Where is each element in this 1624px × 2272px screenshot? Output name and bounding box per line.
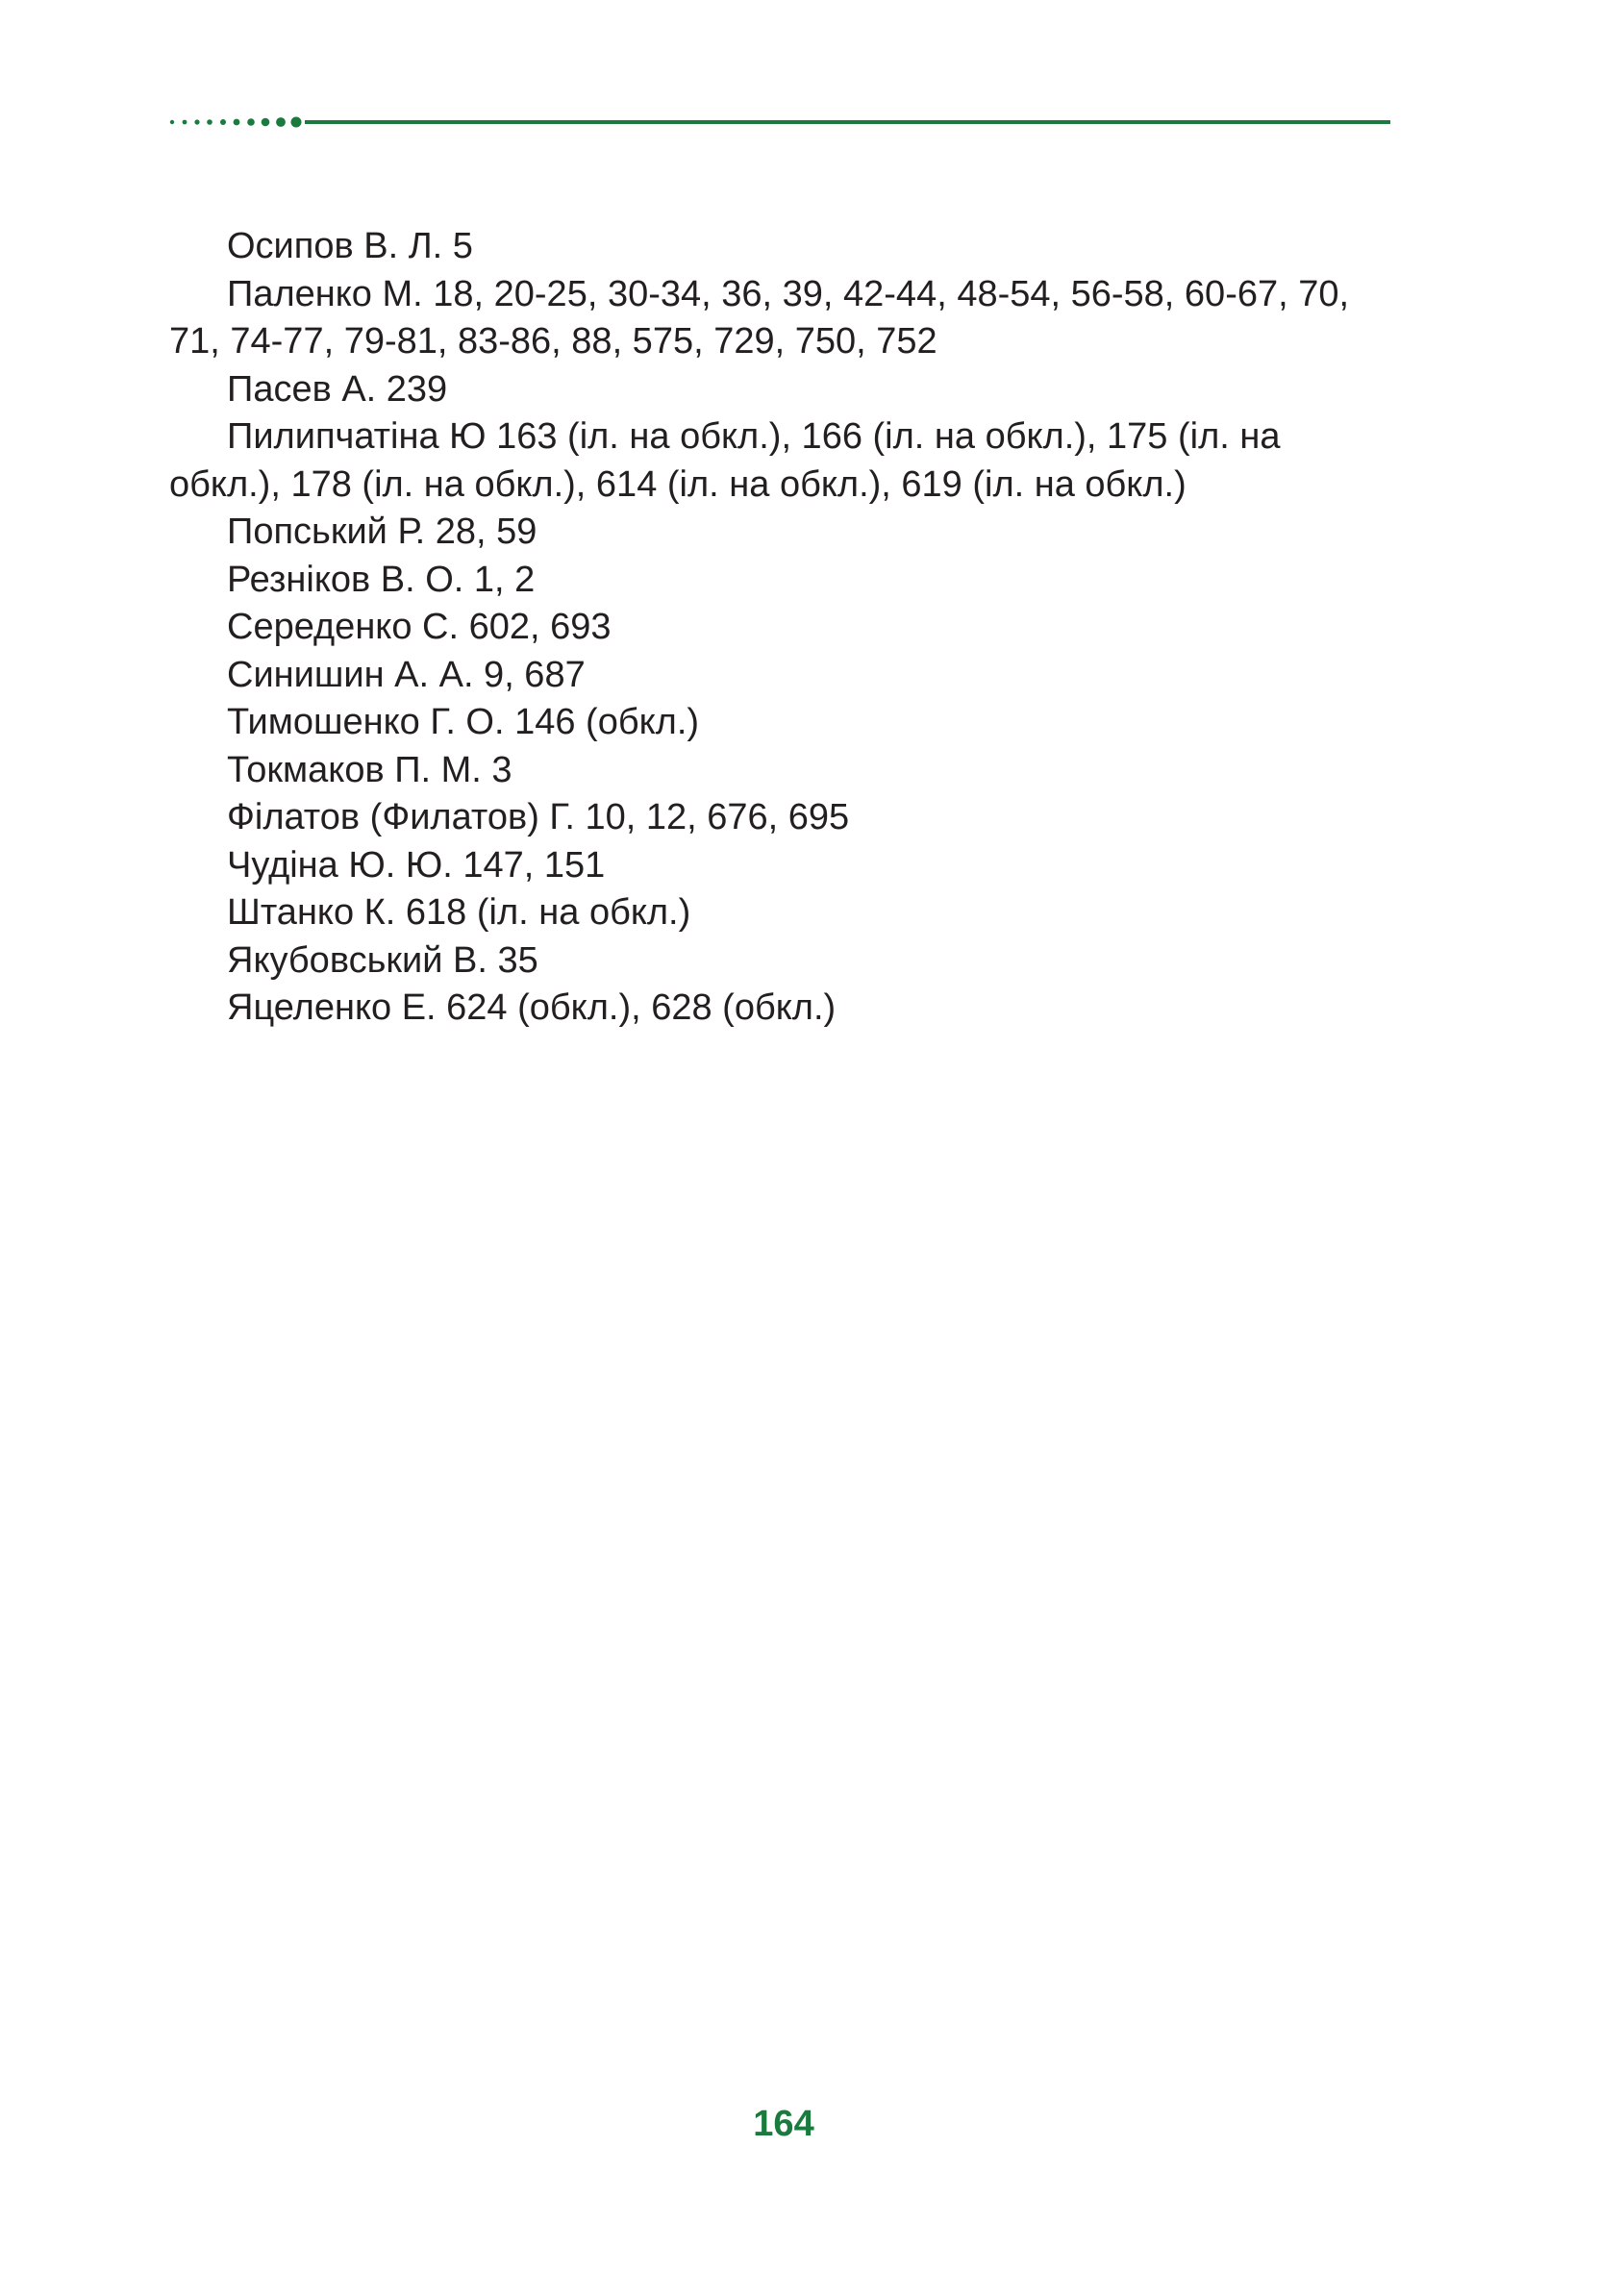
index-entry: Синишин А. А. 9, 687 bbox=[227, 654, 586, 695]
index-entry: Штанко К. 618 (іл. на обкл.) bbox=[227, 892, 691, 933]
index-entry: Попський Р. 28, 59 bbox=[227, 512, 537, 552]
author-index-list bbox=[169, 223, 1390, 1033]
index-entry: Середенко С. 602, 693 bbox=[227, 607, 612, 647]
index-entry: Пилипчатіна Ю 163 (іл. на обкл.), 166 (іл. на обкл.), 175 (іл. на обкл.), 178 (іл. на обкл.), 614 (іл. на обкл.), 619 (іл. на обкл.) bbox=[169, 416, 1281, 505]
index-entry: Якубовський В. 35 bbox=[227, 939, 538, 981]
index-entry: Філатов (Филатов) Г. 10, 12, 676, 695 bbox=[227, 797, 850, 837]
header-dotted-rule bbox=[169, 113, 1390, 131]
index-entry: Тимошенко Г. О. 146 (обкл.) bbox=[227, 702, 700, 742]
index-entry: Паленко М. 18, 20-25, 30-34, 36, 39, 42-44, 48-54, 56-58, 60-67, 70, 71, 74-77, 79-81, 83-86, 88, 575, 729, 750, 752 bbox=[169, 273, 1350, 362]
page-number: 164 bbox=[753, 2104, 814, 2144]
index-entry: Токмаков П. М. 3 bbox=[227, 749, 512, 790]
index-entry: Резніков В. О. 1, 2 bbox=[227, 559, 536, 600]
index-entry: Яцеленко Е. 624 (обкл.), 628 (обкл.) bbox=[227, 987, 837, 1028]
index-entry: Осипов В. Л. 5 bbox=[227, 226, 473, 266]
index-entry: Чудіна Ю. Ю. 147, 151 bbox=[227, 844, 606, 886]
dotted-line-decoration bbox=[169, 113, 1390, 131]
index-entry: Пасев А. 239 bbox=[227, 368, 448, 410]
